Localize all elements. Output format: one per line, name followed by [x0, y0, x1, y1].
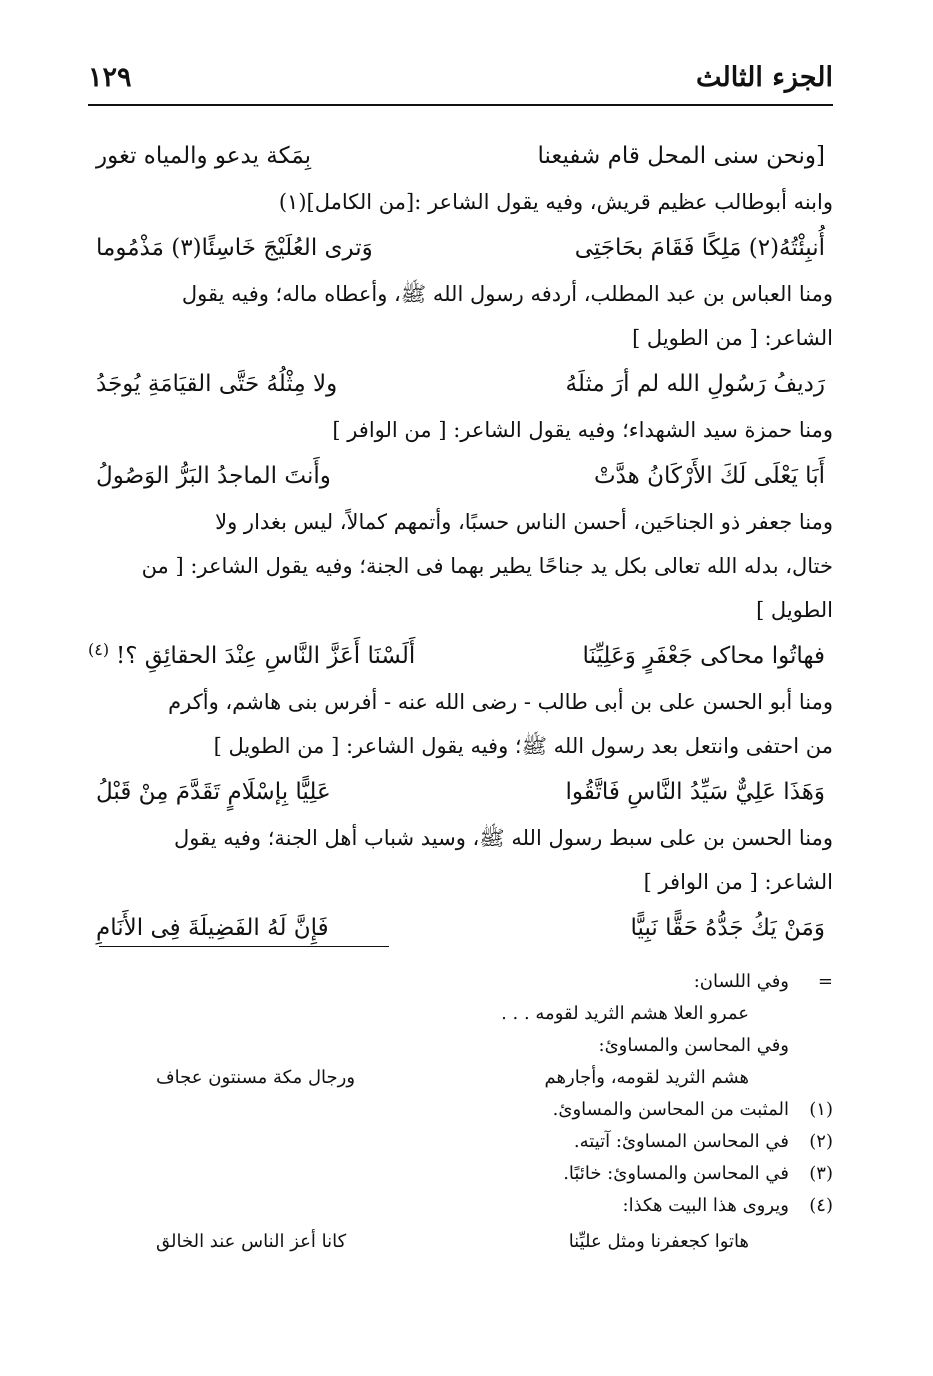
prose-line: ومنا حمزة سيد الشهداء؛ وفيه يقول الشاعر: [ من الوافر ]	[332, 418, 833, 442]
prose-line: الطويل ]	[756, 598, 833, 622]
verse-first-hemistich: أَبَا يَعْلَى لَكَ الأَرْكَانُ هدَّتْ	[593, 463, 825, 489]
footnote-1	[88, 1094, 833, 1126]
verse-line	[88, 452, 833, 500]
footnote-text: عمرو العلا هشم الثريد لقومه . . .	[501, 1003, 749, 1024]
prose-line: ومنا جعفر ذو الجناحَين، أحسن الناس حسبًا، وأتمهم كمالاً، ليس بغدار ولا	[215, 510, 833, 534]
header-divider	[88, 104, 833, 106]
footnote-text: في المحاسن المساوئ: آتيته.	[573, 1131, 789, 1152]
footnote-4	[88, 1190, 833, 1222]
verse-first-hemistich: [ونحن سنى المحل قام شفيعنا	[537, 143, 825, 169]
prose-line: وابنه أبوطالب عظيم قريش، وفيه يقول الشاعر :[من الكامل](١)	[278, 190, 833, 214]
verse-second-hemistich: عَلِيًّا بِإسْلَامٍ تَقَدَّمَ مِنْ قَبْلُ	[96, 779, 331, 805]
prose-line: الشاعر: [ من الوافر ]	[643, 870, 833, 894]
verse-second-hemistich: وَترى العُلَيْجَ خَاسِئًا(٣) مَذْمُوما	[96, 235, 373, 261]
footnote-divider	[99, 946, 389, 947]
footnotes	[88, 966, 833, 1262]
main-text	[88, 132, 833, 952]
verse-line	[88, 132, 833, 180]
prose-line: الشاعر: [ من الطويل ]	[632, 326, 833, 350]
footnote-3	[88, 1158, 833, 1190]
footnote-number: (٤)	[809, 1195, 833, 1216]
footnote-number: (٣)	[809, 1163, 833, 1184]
footnote-number: (٢)	[809, 1131, 833, 1152]
verse-second-hemistich: ورجال مكة مسنتون عجاف	[156, 1067, 356, 1088]
verse-first-hemistich: وَهَذَا عَلِيٌّ سَيِّدُ النَّاسِ فَاتَّقُوا	[565, 779, 825, 805]
verse-first-hemistich: أُنبِئْتُهُ(٢) مَلِكًا فَقَامَ بحَاجَتِى	[574, 235, 825, 261]
running-title: الجزء الثالث	[696, 62, 833, 93]
footnote-text: ويروى هذا البيت هكذا:	[622, 1195, 789, 1216]
footnote-source	[88, 1030, 833, 1062]
prose-line: من احتفى وانتعل بعد رسول الله ﷺ؛ وفيه يقول الشاعر: [ من الطويل ]	[213, 734, 833, 758]
continuation-mark: =	[817, 971, 833, 992]
footnote-quote	[88, 998, 833, 1030]
verse-first-hemistich: فهاتُوا محاكى جَعْفَرٍ وَعَلِيِّنَا	[582, 643, 825, 669]
verse-second-hemistich: أَلَسْنَا أَعَزَّ النَّاسِ عِنْدَ الحقائِقِ ؟!	[116, 643, 416, 669]
verse-second-hemistich: وأَنتَ الماجدُ البَرُّ الوَصُولُ	[96, 463, 331, 489]
footnote-text: وفي المحاسن والمساوئ:	[598, 1035, 789, 1056]
footnote-verse	[88, 1062, 833, 1094]
verse-first-hemistich: هاتوا كجعفرنا ومثل عليِّنا	[568, 1231, 749, 1252]
verse-second-hemistich: فَإِنَّ لَهُ الفَضِيلَةَ فِى الأَنَامِ	[96, 915, 329, 941]
prose-line: ومنا العباس بن عبد المطلب، أردفه رسول الله ﷺ، وأعطاه ماله؛ وفيه يقول	[181, 282, 833, 306]
footnote-verse	[88, 1222, 833, 1262]
footnote-text: المثبت من المحاسن والمساوئ.	[552, 1099, 789, 1120]
verse-line	[88, 632, 833, 680]
prose-line: ومنا أبو الحسن على بن أبى طالب - رضى الله عنه - أفرس بنى هاشم، وأكرم	[168, 690, 833, 714]
footnote-number: (١)	[809, 1099, 833, 1120]
verse-first-hemistich: هشم الثريد لقومه، وأجارهم	[544, 1067, 749, 1088]
verse-line	[88, 904, 833, 952]
verse-second-hemistich: بِمَكة يدعو والمياه تغور	[96, 143, 312, 169]
page-header	[88, 62, 833, 104]
verse-second-hemistich: كانا أعز الناس عند الخالق	[156, 1231, 347, 1252]
prose-line: ختال، بدله الله تعالى بكل يد جناحًا يطير بهما فى الجنة؛ وفيه يقول الشاعر: [ من	[141, 554, 833, 578]
footnote-text: وفي اللسان:	[693, 971, 789, 992]
page-number: ١٢٩	[88, 62, 132, 93]
footnote-marker: (٤)	[88, 640, 110, 659]
prose-line: ومنا الحسن بن على سبط رسول الله ﷺ، وسيد شباب أهل الجنة؛ وفيه يقول	[174, 826, 833, 850]
verse-line	[88, 360, 833, 408]
verse-first-hemistich: وَمَنْ يَكُ جَدُّهُ حَقًّا نَبِيًّا	[630, 915, 825, 941]
verse-line	[88, 768, 833, 816]
footnote-continuation	[88, 966, 833, 998]
verse-second-hemistich: ولا مِثْلُهُ حَتَّى القيَامَةِ يُوجَدُ	[96, 371, 338, 397]
footnote-2	[88, 1126, 833, 1158]
verse-line	[88, 224, 833, 272]
footnote-text: في المحاسن والمساوئ: خائبًا.	[563, 1163, 789, 1184]
verse-first-hemistich: رَديفُ رَسُولِ الله لم أرَ مثلَهُ	[565, 371, 825, 397]
